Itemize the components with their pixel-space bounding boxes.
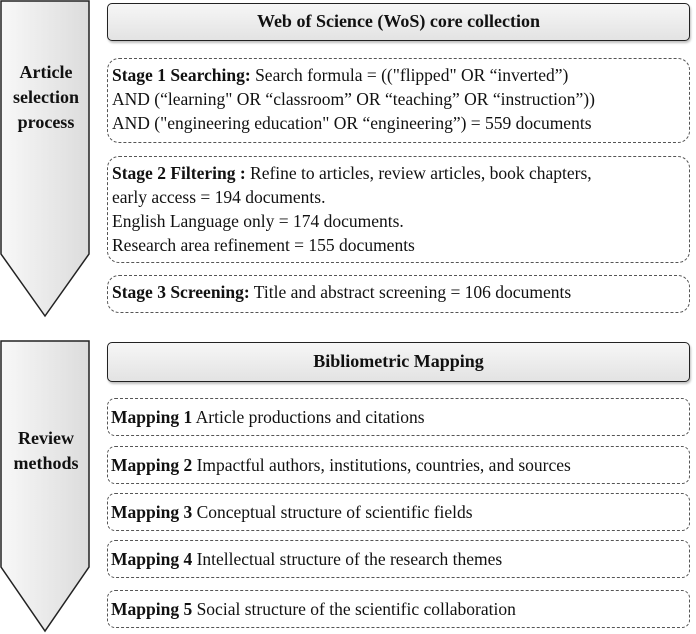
arrow-label-line: selection [13,87,79,107]
mapping-label: Mapping 5 [111,599,193,619]
arrow-label-line: Article [19,62,73,82]
mapping-text: Conceptual structure of scientific fields [196,502,473,522]
mapping-label: Mapping 2 [111,455,193,475]
article-selection-arrow [1,1,89,316]
mapping-2-box [107,446,690,484]
stage1-line-2: AND (“learning" OR “classroom” OR “teaching” OR “instruction”)) [112,89,595,109]
stage1-box [107,58,690,143]
mapping-5-box [107,590,690,628]
stage3-line [112,280,683,304]
arrow-label-line: methods [13,453,79,473]
review-methods-arrow [1,341,89,631]
mapping-text: Article productions and citations [195,407,425,427]
bibliometric-header-text: Bibliometric Mapping [313,351,484,371]
stage1-line-1 [112,63,683,87]
stage2-line-2: early access = 194 documents. [112,187,326,207]
mapping-label: Mapping 1 [111,407,193,427]
mapping-text: Social structure of the scientific collaboration [196,599,516,619]
mapping-label: Mapping 3 [111,502,193,522]
mapping-text: Intellectual structure of the research themes [196,549,503,569]
stage2-line-3: English Language only = 174 documents. [112,211,404,231]
stage3-text: Title and abstract screening = 106 documents [253,282,572,302]
stage1-title: Stage 1 Searching: [112,65,251,85]
stage3-title: Stage 3 Screening: [112,282,250,302]
stage2-line-1 [112,161,683,185]
stage1-line-3: AND ("engineering education" OR “engineering”) = 559 documents [112,113,592,133]
review-methods-label [0,426,92,476]
mapping-label: Mapping 4 [111,549,193,569]
mapping-3-box [107,493,690,531]
stage2-box [107,156,690,263]
mapping-4-box [107,540,690,578]
arrow-label-line: process [17,112,75,132]
arrow-label-line: Review [18,428,74,448]
bibliometric-header-box [107,342,690,382]
mapping-1-box [107,398,690,436]
stage2-text: Refine to articles, review articles, book chapters, [250,163,592,183]
stage3-box [107,275,690,313]
article-selection-label [0,60,92,135]
stage1-text: Search formula = (("flipped" OR “inverted”) [255,65,569,85]
stage2-title: Stage 2 Filtering : [112,163,246,183]
wos-header-box [107,3,690,41]
mapping-text: Impactful authors, institutions, countries, and sources [196,455,571,475]
stage2-line-4: Research area refinement = 155 documents [112,235,415,255]
wos-header-text: Web of Science (WoS) core collection [256,11,541,31]
